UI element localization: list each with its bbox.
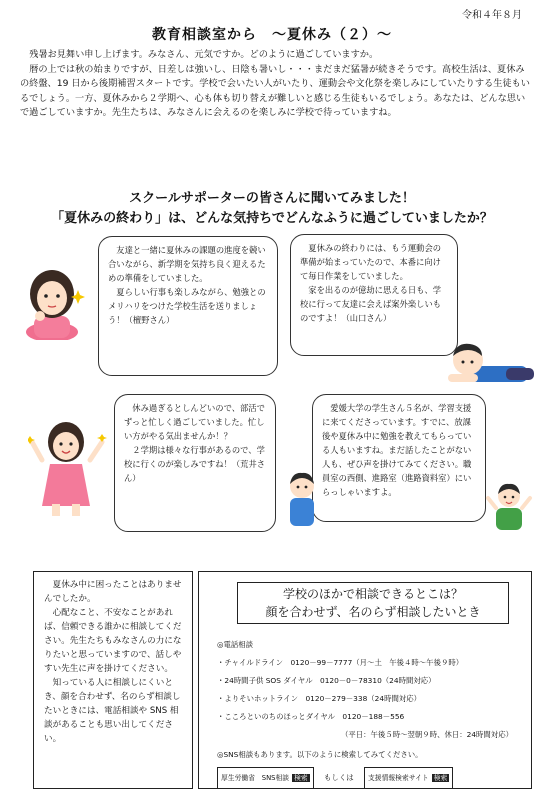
search-row (217, 767, 527, 789)
bubble-2-paragraph-2: 家を出るのが億劫に思える日も、学校に行って友達に会えば案外楽しいものですよ！（山口さん） (300, 285, 442, 323)
advice-paragraph-2: 心配なこと、不安なことがあれば、信頼できる誰かに相談してください。先生たちもみなさんの力になりたいと思っていますので、話しやすい先生に声を掛けてください。 (44, 608, 182, 674)
contact-kokoro-hours: （平日：午後５時～翌朝９時、休日：24時間対応） (340, 730, 513, 739)
search-button-mhlw: 検索 (294, 774, 308, 782)
feature-headline (0, 189, 544, 229)
consultation-resources-box (198, 571, 532, 789)
girl-cheering-illustration (28, 420, 108, 520)
contact-sos-dial: ・24時間子供 SOS ダイヤル 0120－0－78310（24時間対応） (217, 676, 436, 685)
bubble-1-paragraph-1: 友達と一緒に夏休みの課題の進度を競い合いながら、新学期を気持ち良く迎えるための準備をしていました。 (108, 245, 266, 283)
phone-contacts-list (217, 636, 527, 789)
search-box-mhlw (217, 767, 314, 789)
search-text-mhlw: 厚生労働省 SNS相談 (221, 774, 290, 782)
advice-paragraph-3: 知っている人に相談しにくいとき、顔を合わせず、名のらず相談したいときには、電話相談や SNS 相談があることも思い出してください。 (44, 678, 181, 744)
intro-paragraph-2: 暦の上では秋の始まりですが、日差しは強いし、日陰も暑いし・・・まだまだ猛暑が続きそうです。高校生活は、夏休みの終盤、19 日から後期補習スタートです。学校で会いたい人がいたり、運動会や文化祭を楽しみにしていたりする生徒もいるでしょう。一方、夏休みから２学期へ、心も体も切り替えが難しいと感じる生徒もいるでしょう。あなたは、どんな思いで過ごしていますか。先生たちは、みなさんに会えるのを楽しみに学校で待っていますね。 (20, 63, 530, 118)
intro-text (20, 48, 532, 121)
or-text: もしくは (324, 773, 354, 782)
sns-note: ◎SNS相談もあります。以下のように検索してみてください。 (217, 750, 423, 759)
boy-student-illustration (282, 466, 322, 532)
bubble-4-paragraph-1: 愛媛大学の学生さん５名が、学習支援に来てくださっています。すでに、放課後や夏休み中に勉強を教えてもらっている人もいますね。まだ話したことがない人も、ぜひ声を掛けてみてください。職員室の西側、進路室（進路資料室）にいらっしゃいますよ。 (322, 403, 472, 497)
page-title: 教育相談室から ～夏休み（２）～ (152, 27, 392, 43)
speech-bubble-4 (312, 394, 486, 522)
phone-section-title: ◎電話相談 (217, 640, 254, 649)
boy-cheering-illustration (484, 478, 534, 534)
speech-bubble-2 (290, 234, 458, 356)
boy-lying-down-illustration (440, 330, 540, 390)
resources-heading-1: 学校のほかで相談できるとこは？ (282, 587, 463, 601)
resources-heading-box (237, 582, 509, 624)
speech-bubble-3 (114, 394, 276, 532)
resources-heading-2: 顔を合わせず、名のらず相談したいとき (265, 605, 481, 619)
bubble-2-paragraph-1: 夏休みの終わりには、もう運動会の準備が始まっていたので、本番に向けて毎日作業をしていました。 (300, 243, 442, 281)
feature-line-1: スクールサポーターの皆さんに聞いてみました！ (129, 191, 415, 206)
advice-box (33, 571, 193, 789)
advice-paragraph-1: 夏休み中に困ったことはありませんでしたか。 (44, 580, 182, 604)
search-text-support: 支援情報検索サイト (367, 774, 429, 782)
contact-yorisoi: ・よりそいホットライン 0120－279－338（24時間対応） (217, 694, 422, 703)
woman-thinking-illustration (20, 260, 90, 340)
bubble-3-paragraph-1: 休み過ぎるとしんどいので、部活でずっと忙しく過ごしていました。忙しい方がやる気出ませんか！？ (124, 403, 265, 441)
search-box-support (364, 767, 453, 789)
speech-bubble-1 (98, 236, 278, 376)
issue-date: 令和４年８月 (462, 10, 522, 21)
contact-childline: ・チャイルドライン 0120－99－7777（月～土 午後４時～午後９時） (217, 658, 464, 667)
intro-paragraph-1: 残暑お見舞い申し上げます。みなさん、元気ですか。どのように過ごしていますか。 (29, 49, 379, 60)
bubble-3-paragraph-2: ２学期は様々な行事があるので、学校に行くのが楽しみですね！（荒井さん） (124, 445, 266, 483)
bubble-1-paragraph-2: 夏らしい行事も楽しみながら、勉強とのメリハリをつけた学校生活を送りましょう！（檀野さん） (108, 287, 266, 325)
contact-kokoro: ・こころといのちのほっとダイヤル 0120－188－556 (217, 712, 405, 721)
feature-line-2: 「夏休みの終わり」は、どんな気持ちでどんなふうに過ごしていましたか？ (51, 211, 493, 226)
search-button-support: 検索 (433, 774, 448, 782)
